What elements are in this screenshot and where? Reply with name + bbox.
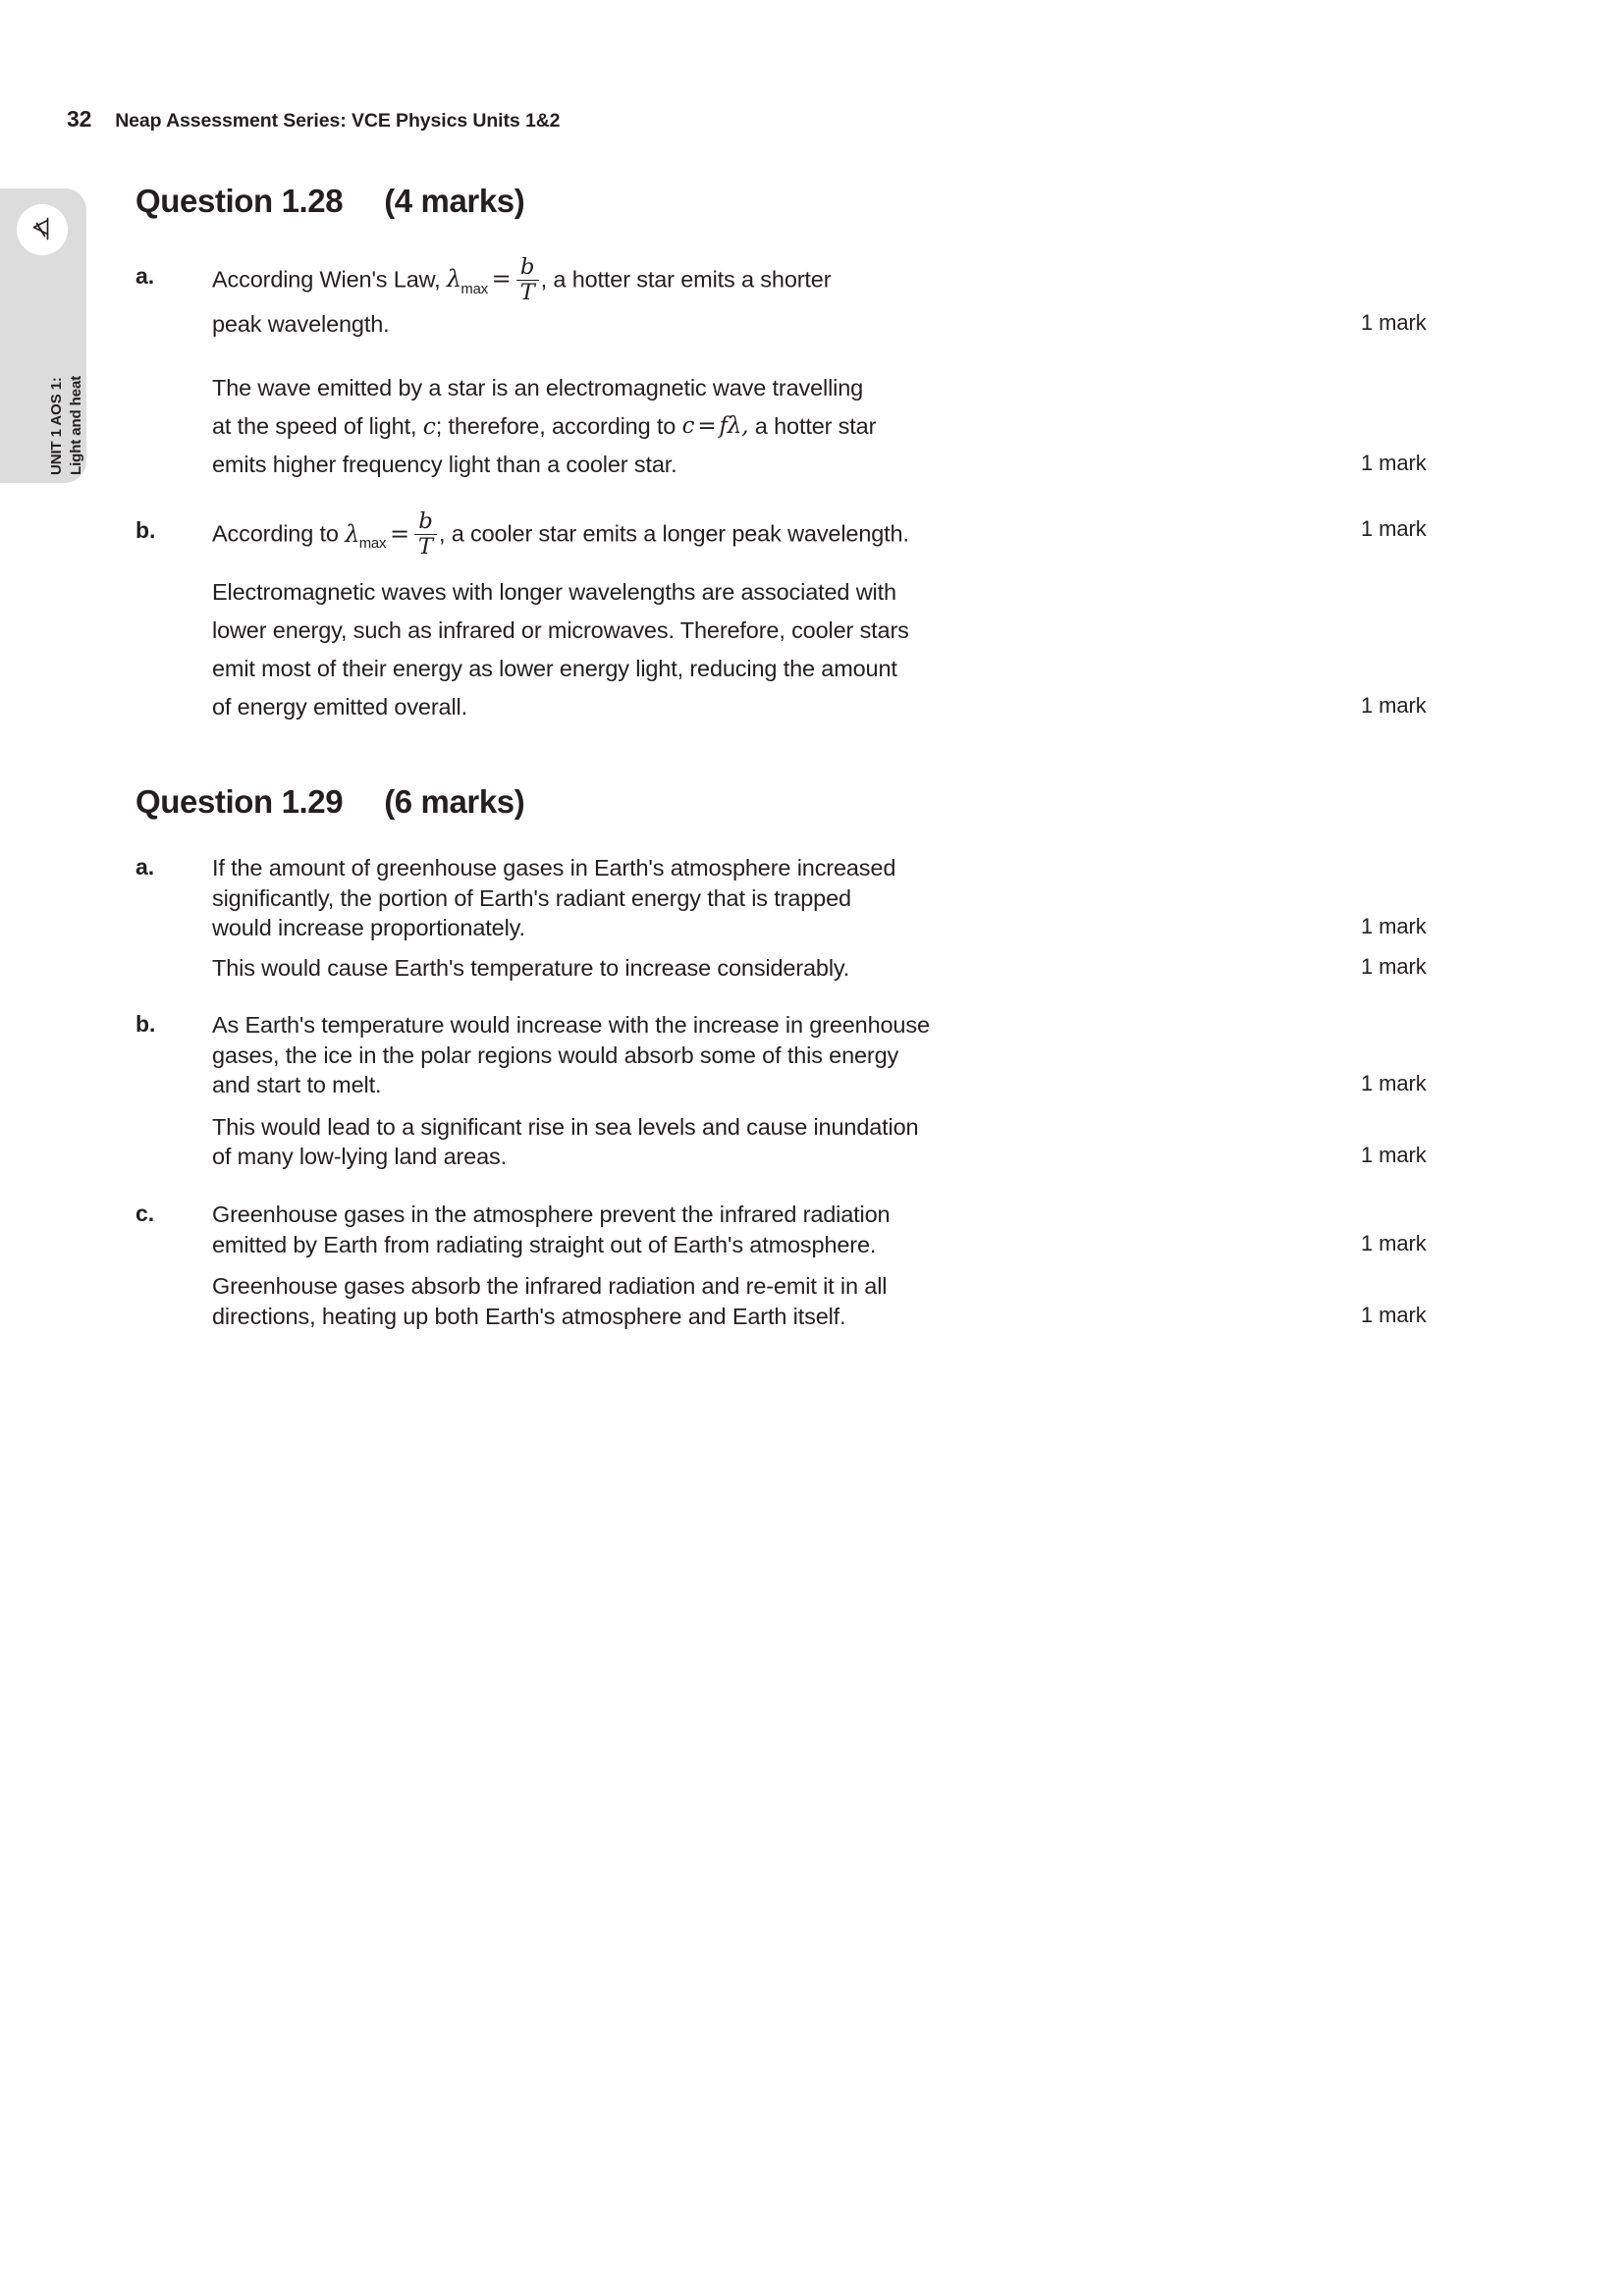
answer-row-cont (135, 688, 1490, 726)
answer-row-cont (135, 1041, 1490, 1071)
answer-row (135, 1271, 1490, 1302)
unit-side-tab-line1: UNIT 1 AOS 1: (48, 377, 66, 475)
answer-seg-3: a hotter star (748, 412, 877, 439)
formula-equals: = (389, 519, 409, 548)
mark-annotation: 1 mark (1361, 914, 1427, 939)
answer-row (135, 254, 1490, 305)
answer-text-cont (212, 407, 1343, 447)
answer-text-cont: peak wavelength. (212, 310, 390, 337)
answer-row-cont (135, 650, 1490, 688)
answer-text-cont: emitted by Earth from radiating straight out of Earth's atmosphere. (212, 1231, 877, 1257)
formula-fraction-b-over-t (414, 510, 437, 559)
answer-text-cont: directions, heating up both Earth's atmosphere and Earth itself. (212, 1303, 846, 1329)
answer-row-cont (135, 446, 1490, 484)
answer-row-cont (135, 407, 1490, 447)
formula-sub-max: max (460, 281, 489, 297)
formula-wien-law (447, 256, 541, 304)
answer-text: Greenhouse gases in the atmosphere prevent the infrared radiation (212, 1201, 891, 1227)
answer-seg-2: ; therefore, according to (435, 412, 682, 439)
part-label-b: b. (135, 517, 156, 544)
answer-row-cont (135, 1142, 1490, 1172)
answer-text: As Earth's temperature would increase with the increase in greenhouse (212, 1012, 930, 1039)
answer-row (135, 1200, 1490, 1230)
mark-annotation: 1 mark (1361, 1230, 1427, 1255)
page-number: 32 (67, 106, 92, 132)
answer-text-cont: emit most of their energy as lower energy light, reducing the amount (212, 656, 897, 682)
formula-denominator-t: T (414, 534, 437, 559)
answer-text-lead: According to (212, 520, 346, 547)
answer-text-cont: gases, the ice in the polar regions would absorb some of this energy (212, 1041, 899, 1068)
answer-row-cont (135, 913, 1490, 943)
answer-seg-1: at the speed of light, (212, 412, 423, 439)
answer-row-cont (135, 883, 1490, 914)
mark-annotation: 1 mark (1361, 1143, 1427, 1168)
part-label-a: a. (135, 263, 155, 289)
answer-text-cont: and start to melt. (212, 1072, 382, 1098)
answer-row (135, 508, 1490, 561)
answer-text: The wave emitted by a star is an electromagnetic wave travelling (212, 374, 864, 400)
answer-text: Electromagnetic waves with longer wavelengths are associated with (212, 579, 896, 606)
question-1-29-heading (135, 783, 1490, 821)
part-label-c: c. (135, 1200, 155, 1226)
question-1-29-title: Question 1.29 (135, 783, 344, 821)
formula-lambda: λ (446, 265, 461, 294)
answer-row-cont (135, 1302, 1490, 1332)
formula-fraction-b-over-t (516, 256, 539, 304)
answer-text-lead: According Wien's Law, (212, 266, 447, 293)
unit-side-tab (0, 188, 86, 483)
unit-side-tab-line2: Light and heat (68, 375, 85, 475)
answer-row-cont (135, 1230, 1490, 1260)
answer-row (135, 1112, 1490, 1143)
mark-annotation: 1 mark (1361, 451, 1427, 476)
formula-lambda: λ (727, 413, 742, 440)
answer-row (135, 1010, 1490, 1041)
answer-text: This would lead to a significant rise in sea levels and cause inundation (212, 1113, 919, 1140)
formula-c: c (681, 413, 695, 440)
answer-row (135, 369, 1490, 407)
mark-annotation: 1 mark (1361, 953, 1427, 979)
answer-row-cont (135, 612, 1490, 650)
formula-f: f (719, 413, 728, 440)
formula-equals: = (697, 413, 717, 440)
answer-text-tail: , a cooler star emits a longer peak wavelength. (438, 520, 909, 547)
answer-row (135, 853, 1490, 883)
answer-text-tail: , a hotter star emits a shorter (540, 266, 832, 293)
header-title: Neap Assessment Series: VCE Physics Units 1&2 (115, 110, 561, 132)
answer-text-cont: emits higher frequency light than a cooler star. (212, 452, 677, 478)
mark-annotation: 1 mark (1361, 516, 1427, 542)
answer-text: This would cause Earth's temperature to increase considerably. (212, 954, 850, 981)
question-1-28-heading (135, 183, 1490, 220)
part-label-a: a. (135, 854, 155, 881)
formula-comma: , (741, 413, 749, 440)
mark-annotation: 1 mark (1361, 1071, 1427, 1096)
answer-text-cont: lower energy, such as infrared or microwaves. Therefore, cooler stars (212, 617, 909, 644)
answer-text (212, 254, 1343, 305)
formula-sub-max: max (358, 536, 387, 553)
answer-row (135, 953, 1490, 984)
formula-numerator-b: b (519, 254, 535, 280)
answer-row-cont (135, 1070, 1490, 1100)
formula-denominator-t: T (516, 280, 539, 304)
formula-numerator-b: b (418, 508, 433, 535)
question-1-28-body (135, 254, 1490, 726)
answer-row (135, 573, 1490, 612)
mark-annotation: 1 mark (1361, 693, 1427, 719)
mark-annotation: 1 mark (1361, 309, 1427, 335)
answer-text (212, 508, 1343, 561)
question-1-29-body (135, 853, 1490, 1331)
answer-text-cont: of energy emitted overall. (212, 694, 467, 721)
formula-wien-law (345, 510, 439, 559)
running-header (67, 106, 560, 133)
answer-row-cont (135, 305, 1490, 344)
part-label-b: b. (135, 1011, 156, 1038)
question-1-28-marks: (4 marks) (384, 183, 525, 219)
question-1-28-title: Question 1.28 (135, 183, 344, 219)
formula-c-equals-f-lambda (682, 407, 749, 445)
question-1-29-marks: (6 marks) (384, 783, 525, 821)
unit-side-tab-label (0, 188, 86, 483)
mark-annotation: 1 mark (1361, 1302, 1427, 1327)
formula-lambda: λ (345, 519, 360, 548)
answers-content (135, 183, 1490, 1331)
formula-equals: = (491, 265, 512, 294)
symbol-c: c (422, 411, 436, 440)
answer-text: If the amount of greenhouse gases in Earth's atmosphere increased (212, 855, 896, 881)
answer-text-cont: of many low-lying land areas. (212, 1144, 507, 1170)
answer-text-cont: significantly, the portion of Earth's radiant energy that is trapped (212, 884, 851, 911)
answer-text-cont: would increase proportionately. (212, 915, 525, 941)
answer-text: Greenhouse gases absorb the infrared radiation and re-emit it in all (212, 1273, 888, 1300)
